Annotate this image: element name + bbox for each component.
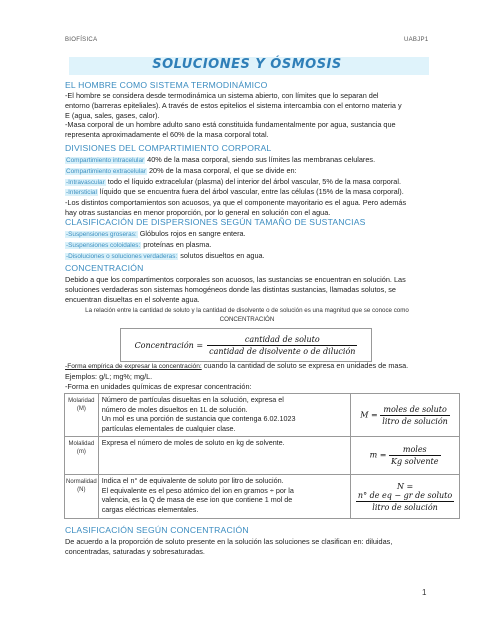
section-divisions-body	[65, 155, 470, 218]
empirical-line	[65, 361, 470, 372]
text-line: De acuerdo a la proporción de soluto presente en la solución las soluciones se clasifican en: diluidas,	[65, 537, 393, 546]
text-line: encuentran disueltas en el solvente agua.	[65, 294, 200, 304]
unit-name: Molalidad	[68, 441, 95, 447]
intravascular-line	[65, 177, 470, 188]
list-item	[65, 229, 465, 240]
unit-formula-cell	[351, 475, 460, 519]
empirical-label: -Forma empírica de expresar la concentración:	[65, 363, 202, 370]
description-line: Número de partículas disueltas en la solución, expresa el	[101, 395, 284, 404]
intracellular-text: 40% de la masa corporal, siendo sus límites las membranas celulares.	[145, 155, 376, 164]
description-line: Un mol es una porción de sustancia que contenga 6.02.1023	[101, 414, 296, 424]
interstitial-line	[65, 187, 470, 198]
description-line: partículas elementales de cualquier clase.	[101, 423, 236, 433]
formula-numerator: cantidad de soluto	[207, 335, 357, 346]
table-row	[65, 475, 460, 519]
description-line: El equivalente es el peso atómico del ion en gramos ÷ por la	[101, 485, 294, 495]
formula-denominator: Kg solvente	[391, 457, 439, 466]
unit-name: Molaridad	[68, 398, 95, 404]
header-code: UABJP1	[404, 37, 429, 43]
description-line: cargas eléctricas elementales.	[101, 504, 199, 514]
concentration-note-term: CONCENTRACIÓN	[219, 316, 275, 323]
list-item	[65, 240, 465, 251]
formula-denominator: litro de solución	[382, 416, 448, 426]
unit-name-cell	[65, 475, 99, 519]
section-concentration-body	[65, 275, 465, 304]
concentration-note: La relación entre la cantidad de soluto y la cantidad de disolvente o de solución es una magnitud que se conoce como	[85, 307, 409, 314]
intracellular-line	[65, 155, 470, 166]
formula-numerator: moles de soluto	[380, 405, 450, 416]
formula-lhs: Concentración =	[134, 340, 204, 350]
unit-symbol: (m)	[76, 449, 86, 455]
page-number: 1	[422, 588, 427, 597]
formula-numerator: n° de eq − gr de soluto	[357, 490, 453, 500]
formula-fraction	[389, 445, 440, 466]
description-line: valencia, es la Q de masa de ese ion que contiene 1 mol de	[101, 495, 293, 505]
header-subject: BIOFÍSICA	[65, 37, 98, 43]
text-line: Debido a que los compartimentos corporales son acuosos, las sustancias se encuentran en solución. Las	[65, 275, 406, 284]
text-line: E (agua, sales, gases, calor).	[65, 110, 160, 120]
section-heading-dispersions: CLASIFICACIÓN DE DISPERSIONES SEGÚN TAMAÑO DE SUSTANCIAS	[65, 217, 366, 227]
section-heading-divisions: DIVISIONES DEL COMPARTIMIENTO CORPORAL	[65, 143, 272, 153]
section-heading-concentration: CONCENTRACIÓN	[65, 263, 144, 273]
text-line: hay otras sustancias en menor proporción, por lo general en solución con el agua.	[65, 207, 331, 217]
interstitial-label: -Intersticial	[66, 189, 97, 197]
section-units-body	[65, 361, 470, 391]
text-line: entorno (barreras epiteliales). A través de estos epitelios el sistema intercambia con el entorno materia y	[65, 100, 402, 110]
unit-name: Normalidad	[66, 479, 97, 485]
section-heading-classification: CLASIFICACIÓN SEGÚN CONCENTRACIÓN	[65, 525, 249, 535]
section-classification-body	[65, 537, 470, 557]
formula-fraction	[356, 491, 454, 512]
interstitial-text: líquido que se encuentra fuera del árbol vascular, entre las células (15% de la masa corporal).	[97, 187, 404, 197]
empirical-text: cuando la cantidad de soluto se expresa en unidades de masa.	[201, 361, 409, 370]
formula-lhs: m =	[369, 450, 387, 460]
unit-description-cell	[98, 475, 350, 519]
dispersion-text: solutos disueltos en agua.	[178, 250, 265, 260]
intracellular-label: Compartimiento intracelular	[66, 157, 145, 164]
text-line: -Los distintos comportamientos son acuosos, ya que el componente mayoritario es el agua. Pero además	[65, 198, 407, 208]
formula-denominator: litro de solución	[372, 502, 438, 512]
unit-symbol: (M)	[76, 406, 86, 412]
formula-numerator: moles	[389, 445, 440, 456]
text-line: soluciones verdaderas son sistemas homogéneos donde las distintas sustancias, llamadas solutos, se	[65, 284, 396, 294]
formula-fraction	[207, 335, 357, 356]
formula-lhs: N =	[396, 481, 414, 491]
list-item	[65, 251, 465, 262]
chemical-units-line: -Forma en unidades químicas de expresar concentración:	[65, 381, 252, 391]
text-line: -El hombre se considera desde termodinámica un sistema abierto, con límites que lo separan del	[65, 91, 379, 100]
examples-line: Ejemplos: g/L; mg%; mg/L.	[65, 371, 153, 381]
intravascular-label: -Intravascular	[66, 178, 105, 186]
dispersion-label: -Suspensiones coloidales:	[66, 241, 141, 249]
unit-formula-cell	[351, 437, 460, 475]
table-row	[65, 394, 460, 437]
text-line: concentradas, saturadas y sobresaturadas.	[65, 546, 205, 556]
dispersion-text: proteínas en plasma.	[141, 239, 212, 249]
section-heading-thermo: EL HOMBRE COMO SISTEMA TERMODINÁMICO	[65, 80, 268, 90]
text-line: -Masa corporal de un hombre adulto sano está constituida fundamentalmente por agua, sustancia que	[65, 120, 396, 130]
unit-name-cell	[65, 394, 99, 437]
page-title: SOLUCIONES Y ÓSMOSIS	[152, 57, 342, 72]
description-line: Indica el n° de equivalente de soluto por litro de solución.	[101, 476, 284, 485]
formula-lhs: M =	[360, 410, 378, 419]
extracellular-line	[65, 166, 470, 177]
text-line: representa aproximadamente el 60% de la masa corporal total.	[65, 130, 269, 140]
unit-description-cell	[98, 437, 350, 475]
section-thermo-body	[65, 91, 465, 140]
extracellular-text: 20% de la masa corporal, el que se divide en:	[146, 165, 297, 175]
concentration-units-table	[64, 393, 460, 519]
formula-fraction	[380, 405, 450, 426]
table-row	[65, 437, 460, 475]
dispersion-label: -Disoluciones o soluciones verdaderas:	[66, 252, 178, 260]
unit-symbol: (N)	[77, 487, 86, 493]
dispersion-text: Glóbulos rojos en sangre entera.	[137, 229, 246, 238]
dispersion-label: -Suspensiones groseras:	[66, 231, 137, 238]
extracellular-label: Compartimiento extracelular	[66, 167, 146, 175]
concentration-formula	[120, 328, 372, 362]
section-dispersions-body	[65, 229, 465, 261]
formula-denominator: cantidad de disolvente o de dilución	[209, 346, 356, 356]
unit-name-cell	[65, 437, 99, 475]
intravascular-text: todo el líquido extracelular (plasma) del interior del árbol vascular, 5% de la masa corporal.	[105, 176, 401, 186]
unit-description-cell	[98, 394, 350, 437]
unit-formula-cell	[351, 394, 460, 437]
description-line: Expresa el número de moles de soluto en kg de solvente.	[101, 438, 285, 447]
description-line: número de moles disueltos en 1L de solución.	[101, 404, 248, 414]
